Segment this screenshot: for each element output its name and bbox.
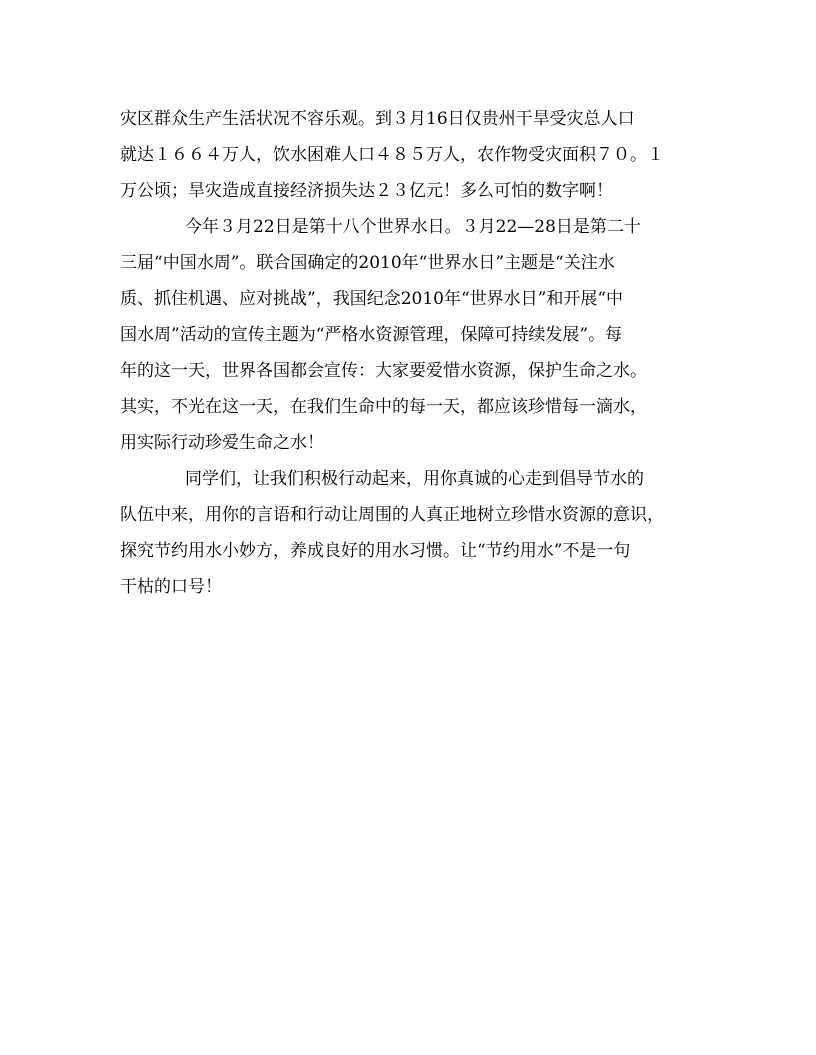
paragraph-3 (120, 461, 700, 605)
text-line: 灾区群众生产生活状况不容乐观。到３月16日仅贵州干旱受灾总人口 (120, 109, 635, 129)
text-line: 年的这一天，世界各国都会宣传：大家要爱惜水资源，保护生命之水。 (120, 361, 647, 381)
paragraph-2 (120, 209, 700, 461)
text-line: 质、抓住机遇、应对挑战”，我国纪念2010年“世界水日”和开展“中 (120, 289, 624, 309)
text-line: 今年３月22日是第十八个世界水日。３月22—28日是第二十 (185, 217, 641, 237)
text-line: 队伍中来，用你的言语和行动让周围的人真正地树立珍惜水资源的意识， (120, 505, 664, 525)
text-line: 国水周”活动的宣传主题为“严格水资源管理，保障可持续发展”。每 (120, 325, 623, 345)
text-line: 三届“中国水周”。联合国确定的2010年“世界水日”主题是“关注水 (120, 253, 615, 273)
body-text (120, 101, 700, 605)
text-line: 探究节约用水小妙方，养成良好的用水习惯。让“节约用水”不是一句 (120, 541, 631, 561)
text-line: 干枯的口号！ (120, 577, 222, 597)
text-line: 万公顷；旱灾造成直接经济损失达２３亿元！多么可怕的数字啊！ (120, 181, 613, 201)
paragraph-1 (120, 101, 700, 209)
text-line: 其实，不光在这一天，在我们生命中的每一天，都应该珍惜每一滴水， (120, 397, 647, 417)
text-line: 用实际行动珍爱生命之水！ (120, 433, 324, 453)
text-line: 就达１６６４万人，饮水困难人口４８５万人，农作物受灾面积７０。１ (120, 145, 664, 165)
text-line: 同学们，让我们积极行动起来，用你真诚的心走到倡导节水的 (185, 469, 644, 489)
